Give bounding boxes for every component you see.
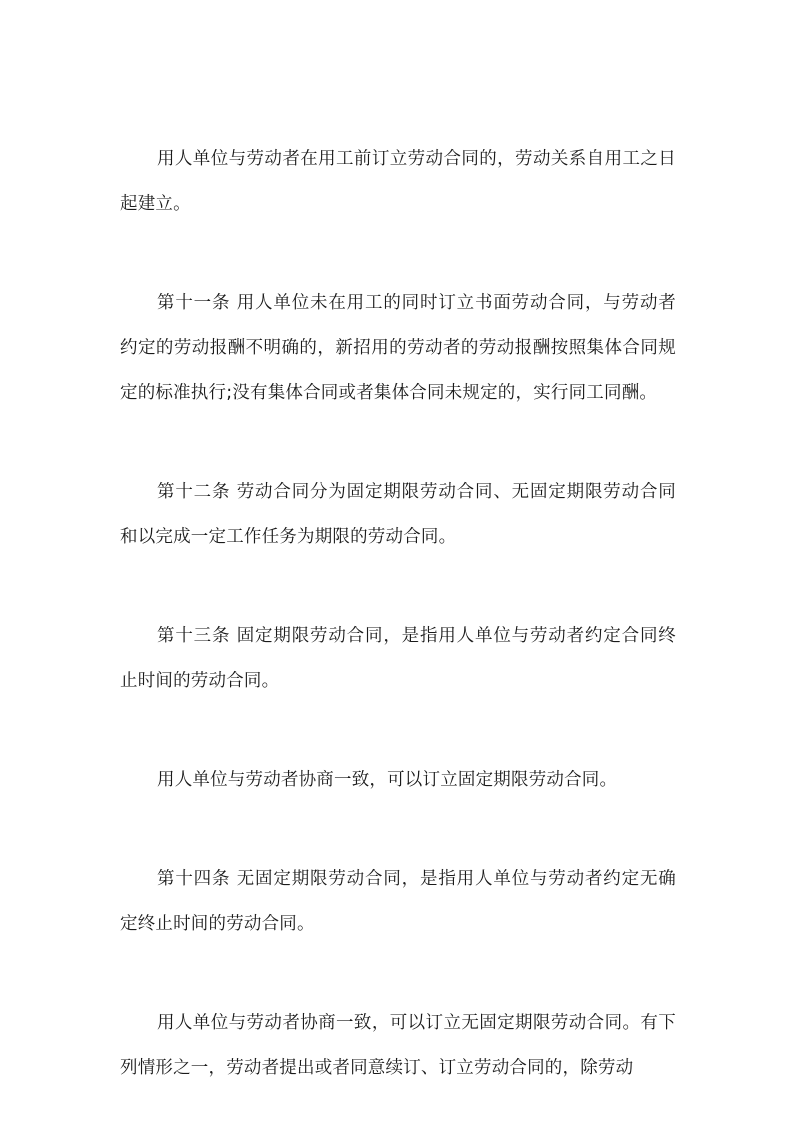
paragraph-employment-relation: 用人单位与劳动者在用工前订立劳动合同的，劳动关系自用工之日起建立。 [120,149,676,214]
paragraph-article-14: 第十四条 无固定期限劳动合同，是指用人单位与劳动者约定无确定终止时间的劳动合同。 [120,869,676,934]
paragraph-open-ended-agreement: 用人单位与劳动者协商一致，可以订立无固定期限劳动合同。有下列情形之一，劳动者提出或者同意续订、订立劳动合同的，除劳动 [120,1013,676,1078]
paragraph-article-12: 第十二条 劳动合同分为固定期限劳动合同、无固定期限劳动合同和以完成一定工作任务为期限的劳动合同。 [120,482,676,547]
paragraph-article-13: 第十三条 固定期限劳动合同，是指用人单位与劳动者约定合同终止时间的劳动合同。 [120,626,676,691]
paragraph-article-11: 第十一条 用人单位未在用工的同时订立书面劳动合同，与劳动者约定的劳动报酬不明确的，新招用的劳动者的劳动报酬按照集体合同规定的标准执行;没有集体合同或者集体合同未规定的，实行同工同酬。 [120,293,676,403]
paragraph-fixed-term-agreement: 用人单位与劳动者协商一致，可以订立固定期限劳动合同。 [157,770,618,790]
